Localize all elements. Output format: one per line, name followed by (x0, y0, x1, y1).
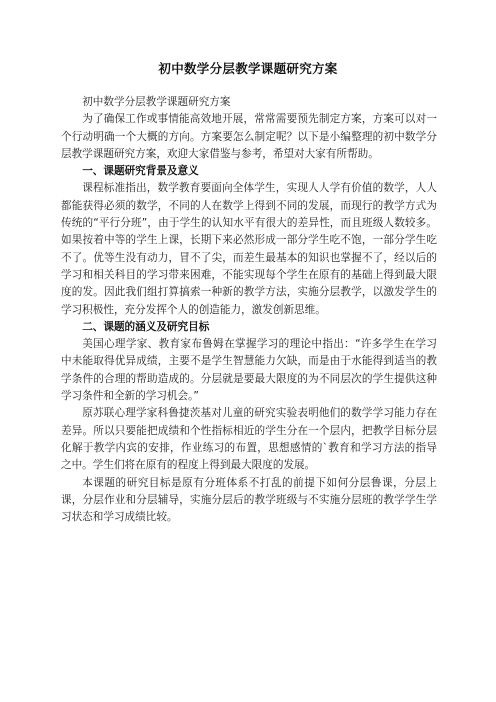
section-heading-goals: 二、课题的涵义及研究目标 (82, 320, 210, 333)
background-paragraph: 课程标准指出，数学教育要面向全体学生，实现人人学有价值的数学，人人都能获得必须的数学，不同的人在数学上得到不同的发展，而现行的教学方式为传统的“平行分班”，由于学生的认知水平有很大的差异性，而且班级人数较多。如果按着中等的学生上课，长期下来必然形成一部分学生吃不饱，一部分学生吃不了。优等生没有动力，冒不了尖，而差生最基本的知识也掌握不了，经以后的学习和相关科目的学习带来困难，不能实现每个学生在原有的基础上得到最大限度的发。因此我们组打算搞索一种新的教学方法，实施分层教学，以激发学生的学习积极性，充分发挥个人的创造能力，激发创新思维。 (61, 182, 437, 316)
soviet-research-paragraph: 原苏联心理学家科鲁捷茨基对儿童的研究实验表明他们的数学学习能力存在差异。所以只要能把成绩和个性指标相近的学生分在一个层内，把教学目标分层化解于教学内宾的安排，作业练习的布置，思想感情的`教育和学习方法的指导之中。学生们将在原有的程度上得到最大限度的发展。 (61, 407, 437, 472)
section-heading-background: 一、课题研究背景及意义 (82, 165, 199, 178)
document-title: 初中数学分层教学课题研究方案 (158, 61, 338, 76)
document-body (61, 94, 437, 526)
research-goal-paragraph: 本课题的研究目标是原有分班体系不打乱的前提下如何分层鲁课，分层上课，分层作业和分层辅导，实施分层后的教学班级与不实施分层班的教学学生学习状态和学习成绩比较。 (61, 476, 437, 524)
bloom-paragraph: 美国心理学家、教育家布鲁姆在掌握学习的理论中指出：“许多学生在学习中未能取得优异成绩，主要不是学生智慧能力欠缺，而是由于水能得到适当的教学条件的合理的帮助造成的。分层就是要最大限度的为不同层次的学生提供这种学习条件和全新的学习机会。” (61, 338, 437, 403)
subtitle-paragraph: 初中数学分层教学课题研究方案 (82, 96, 231, 108)
intro-paragraph: 为了确保工作或事情能高效地开展，常常需要预先制定方案，方案可以对一个行动明确一个大概的方向。方案要怎么制定呢？以下是小编整理的初中数学分层教学课题研究方案，欢迎大家借鉴与参考，希望对大家有所帮助。 (61, 113, 437, 160)
